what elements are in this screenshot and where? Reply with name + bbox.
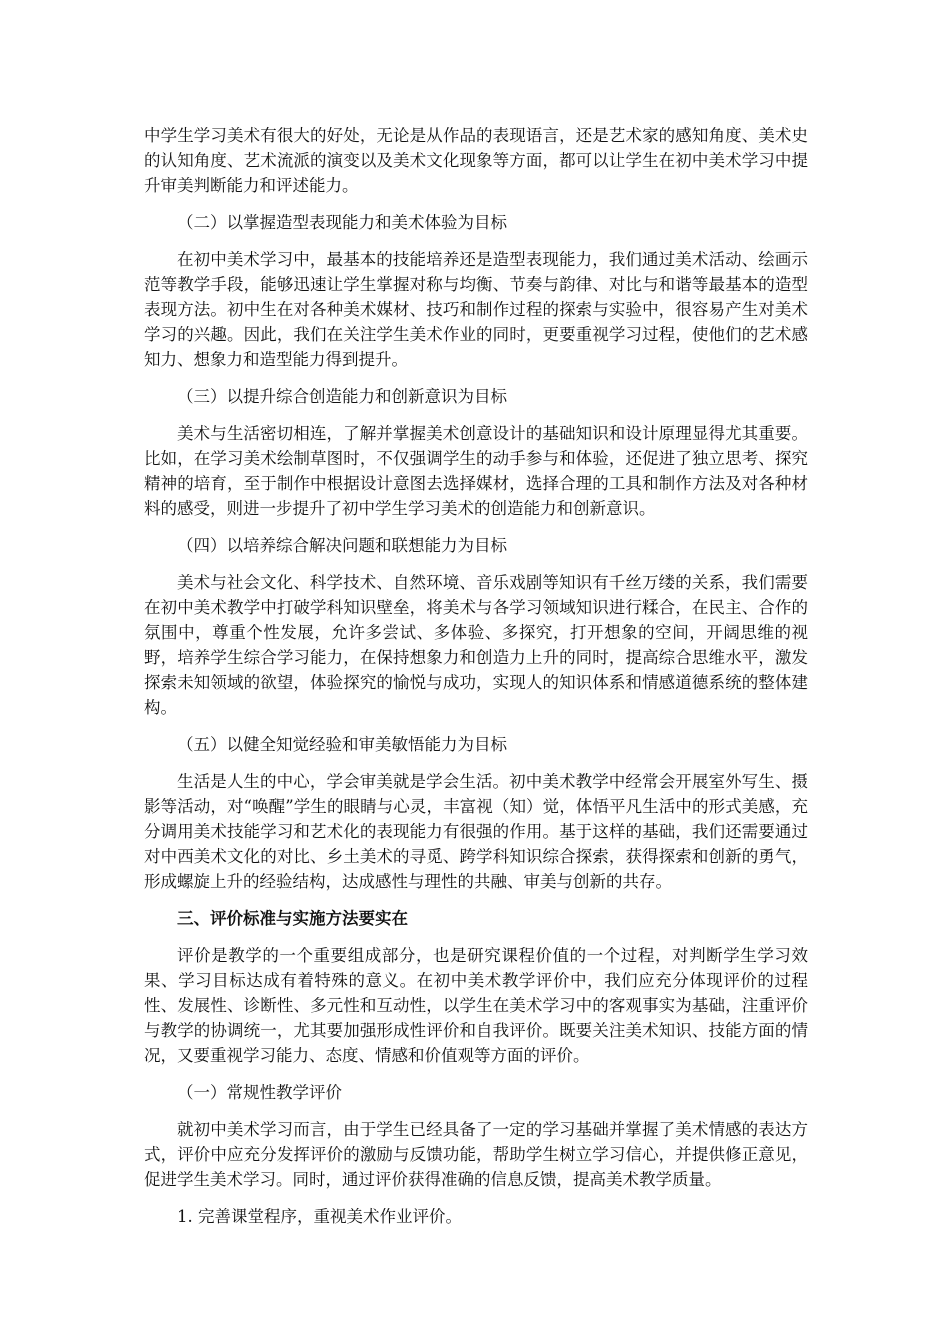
section-title-3: 三、评价标准与实施方法要实在 (177, 909, 408, 928)
paragraph-modeling: 在初中美术学习中，最基本的技能培养还是造型表现能力，我们通过美术活动、绘画示范等教学手段，能够迅速让学生掌握对称与均衡、节奏与韵律、对比与和谐等最基本的造型表现方法。初中生在对各种美术媒材、技巧和制作过程的探索与实验中，很容易产生对美术学习的兴趣。因此，我们在关注学生美术作业的同时，更要重视学习过程，使他们的艺术感知力、想象力和造型能力得到提升。 (144, 250, 808, 369)
paragraph-evaluation: 评价是教学的一个重要组成部分，也是研究课程价值的一个过程，对判断学生学习效果、学习目标达成有着特殊的意义。在初中美术教学评价中，我们应充分体现评价的过程性、发展性、诊断性、多元性和互动性，以学生在美术学习中的客观事实为基础，注重评价与教学的协调统一，尤其要加强形成性评价和自我评价。既要关注美术知识、技能方面的情况，又要重视学习能力、态度、情感和价值观等方面的评价。 (144, 946, 808, 1065)
subheading-evaluation-1: （一）常规性教学评价 (177, 1083, 342, 1102)
paragraph-intro: 中学生学习美术有很大的好处，无论是从作品的表现语言，还是艺术家的感知角度、美术史的认知角度、艺术流派的演变以及美术文化现象等方面，都可以让学生在初中美术学习中提升审美判断能力和评述能力。 (144, 126, 808, 195)
paragraph-aesthetic: 生活是人生的中心，学会审美就是学会生活。初中美术教学中经常会开展室外写生、摄影等活动，对“唤醒”学生的眼睛与心灵，丰富视（知）觉，体悟平凡生活中的形式美感，充分调用美术技能学习和艺术化的表现能力有很强的作用。基于这样的基础，我们还需要通过对中西美术文化的对比、乡土美术的寻觅、跨学科知识综合探索，获得探索和创新的勇气，形成螺旋上升的经验结构，达成感性与理性的共融、审美与创新的共存。 (144, 772, 808, 891)
paragraph-routine-evaluation: 就初中美术学习而言，由于学生已经具备了一定的学习基础并掌握了美术情感的表达方式，评价中应充分发挥评价的激励与反馈功能，帮助学生树立学习信心，并提供修正意见，促进学生美术学习。同时，通过评价获得准确的信息反馈，提高美术教学质量。 (144, 1120, 808, 1189)
document-page (144, 123, 808, 1241)
subheading-3: （三）以提升综合创造能力和创新意识为目标 (177, 387, 507, 406)
list-item-1: 1. 完善课堂程序，重视美术作业评价。 (177, 1207, 462, 1226)
subheading-5: （五）以健全知觉经验和审美敏悟能力为目标 (177, 735, 507, 754)
paragraph-problem-solving: 美术与社会文化、科学技术、自然环境、音乐戏剧等知识有千丝万缕的关系，我们需要在初中美术教学中打破学科知识壁垒，将美术与各学习领域知识进行糅合，在民主、合作的氛围中，尊重个性发展，允许多尝试、多体验、多探究，打开想象的空间，开阔思维的视野，培养学生综合学习能力，在保持想象力和创造力上升的同时，提高综合思维水平，激发探索未知领域的欲望，体验探究的愉悦与成功，实现人的知识体系和情感道德系统的整体建构。 (144, 573, 808, 717)
paragraph-creativity: 美术与生活密切相连，了解并掌握美术创意设计的基础知识和设计原理显得尤其重要。比如，在学习美术绘制草图时，不仅强调学生的动手参与和体验，还促进了独立思考、探究精神的培育，至于制作中根据设计意图去选择媒材，选择合理的工具和制作方法及对各种材料的感受，则进一步提升了初中学生学习美术的创造能力和创新意识。 (144, 424, 808, 518)
subheading-2: （二）以掌握造型表现能力和美术体验为目标 (177, 213, 507, 232)
subheading-4: （四）以培养综合解决问题和联想能力为目标 (177, 536, 507, 555)
